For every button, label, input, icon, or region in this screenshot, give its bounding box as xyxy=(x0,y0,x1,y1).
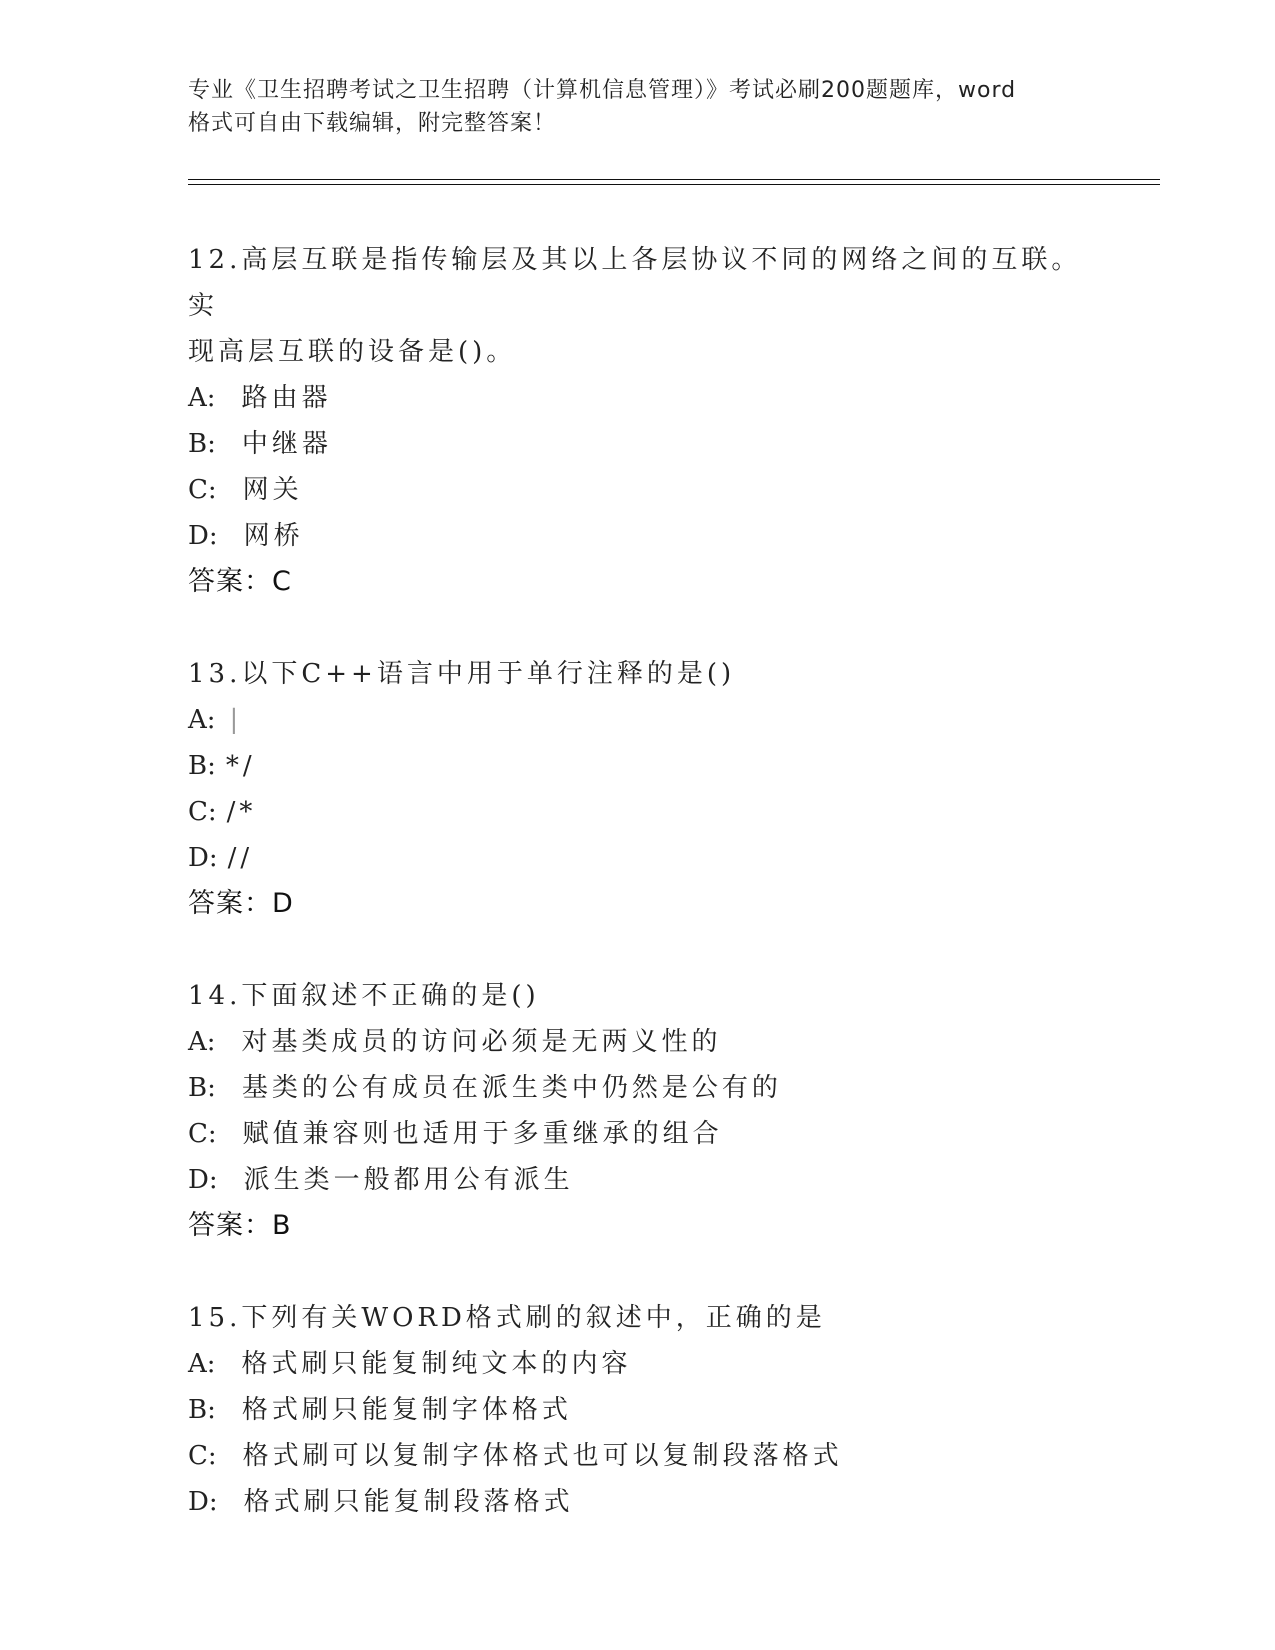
option-key: C: xyxy=(188,797,217,827)
option-c xyxy=(188,1111,1088,1157)
option-a xyxy=(188,1341,1088,1387)
option-text: 派生类一般都用公有派生 xyxy=(243,1165,574,1195)
option-key: D: xyxy=(188,1487,218,1517)
option-key: A: xyxy=(188,705,216,735)
option-key: B: xyxy=(188,1395,216,1425)
option-b xyxy=(188,743,1088,789)
option-c xyxy=(188,1433,1088,1479)
option-text: 格式刷只能复制段落格式 xyxy=(243,1487,574,1517)
option-text: | xyxy=(229,705,243,735)
stem-line: 12.高层互联是指传输层及其以上各层协议不同的网络之间的互联。实 xyxy=(188,245,1082,321)
option-key: A: xyxy=(188,1027,216,1057)
option-key: C: xyxy=(188,1441,217,1471)
question-stem xyxy=(188,973,1088,1019)
option-a xyxy=(188,1019,1088,1065)
option-d xyxy=(188,1157,1088,1203)
stem-line: 现高层互联的设备是()。 xyxy=(188,337,517,367)
document-header xyxy=(188,74,1088,140)
option-text: 格式刷只能复制纯文本的内容 xyxy=(241,1349,632,1379)
option-text: /* xyxy=(226,797,257,827)
option-a xyxy=(188,697,1088,743)
stem-line: 13.以下C++语言中用于单行注释的是() xyxy=(188,659,736,689)
question-14 xyxy=(188,973,1088,1249)
answer-line: 答案：B xyxy=(188,1210,292,1241)
option-key: A: xyxy=(188,1349,216,1379)
question-stem xyxy=(188,651,1088,697)
option-d xyxy=(188,1479,1088,1525)
option-key: D: xyxy=(188,1165,218,1195)
option-d xyxy=(188,513,1088,559)
question-15 xyxy=(188,1295,1088,1525)
option-key: C: xyxy=(188,475,217,505)
option-b xyxy=(188,421,1088,467)
header-divider-top xyxy=(188,179,1160,180)
option-text: 网关 xyxy=(242,475,303,505)
question-13 xyxy=(188,651,1088,927)
option-a xyxy=(188,375,1088,421)
option-text: 赋值兼容则也适用于多重继承的组合 xyxy=(242,1119,723,1149)
option-text: 网桥 xyxy=(243,521,304,551)
option-c xyxy=(188,789,1088,835)
option-text: 中继器 xyxy=(241,429,332,459)
question-list xyxy=(188,237,1088,1525)
option-text: 格式刷只能复制字体格式 xyxy=(241,1395,572,1425)
option-key: D: xyxy=(188,843,218,873)
header-line-1: 专业《卫生招聘考试之卫生招聘（计算机信息管理）》考试必刷200题题库，word xyxy=(188,78,1017,103)
header-divider-bottom xyxy=(188,184,1160,185)
option-c xyxy=(188,467,1088,513)
option-text: 基类的公有成员在派生类中仍然是公有的 xyxy=(241,1073,782,1103)
option-d xyxy=(188,835,1088,881)
option-b xyxy=(188,1387,1088,1433)
question-stem xyxy=(188,237,1088,375)
option-b xyxy=(188,1065,1088,1111)
option-text: 对基类成员的访问必须是无两义性的 xyxy=(241,1027,722,1057)
option-text: */ xyxy=(225,751,256,781)
option-text: // xyxy=(227,843,254,873)
option-key: D: xyxy=(188,521,218,551)
stem-line: 15.下列有关WORD格式刷的叙述中，正确的是 xyxy=(188,1303,826,1333)
answer-line: 答案：C xyxy=(188,566,292,597)
question-12 xyxy=(188,237,1088,605)
option-text: 格式刷可以复制字体格式也可以复制段落格式 xyxy=(242,1441,843,1471)
header-line-2: 格式可自由下载编辑，附完整答案！ xyxy=(188,111,557,136)
option-key: C: xyxy=(188,1119,217,1149)
option-text: 路由器 xyxy=(241,383,332,413)
answer-line: 答案：D xyxy=(188,888,294,919)
option-key: A: xyxy=(188,383,216,413)
option-key: B: xyxy=(188,751,216,781)
question-stem xyxy=(188,1295,1088,1341)
option-key: B: xyxy=(188,429,216,459)
option-key: B: xyxy=(188,1073,216,1103)
stem-line: 14.下面叙述不正确的是() xyxy=(188,981,540,1011)
